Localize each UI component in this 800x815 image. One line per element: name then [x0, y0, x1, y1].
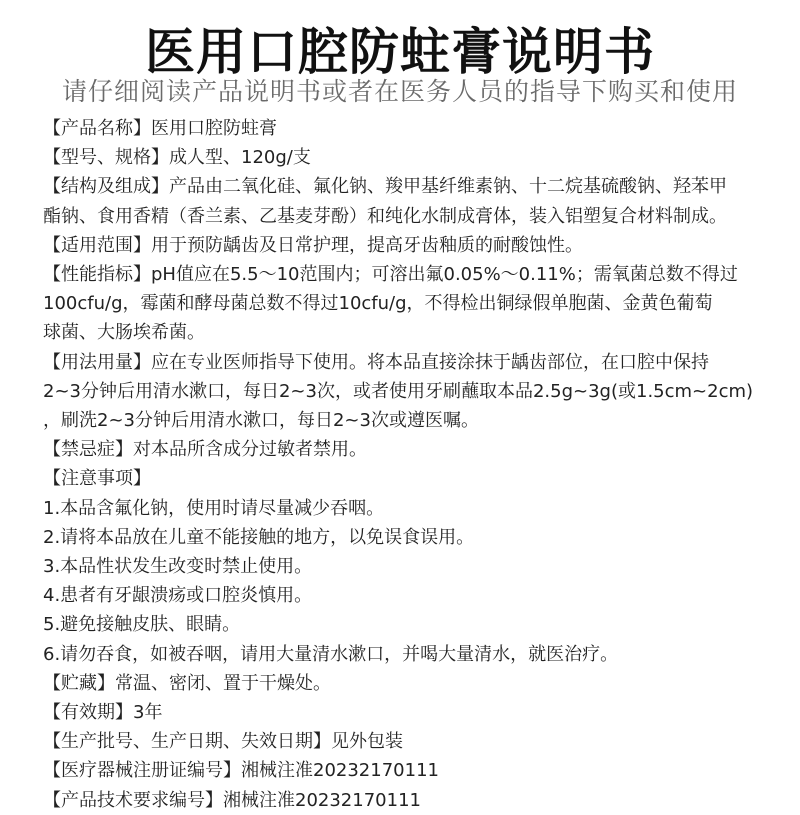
- text-line: 【有效期】3年: [43, 702, 163, 724]
- text-line: 1.本品含氟化钠，使用时请尽量减少吞咽。: [43, 497, 385, 519]
- text-line: 【适用范围】用于预防龋齿及日常护理，提高牙齿釉质的耐酸蚀性。: [43, 234, 583, 256]
- text-line: 【医疗器械注册证编号】湘械注准20232170111: [43, 760, 439, 782]
- text-line: 3.本品性状发生改变时禁止使用。: [43, 556, 313, 578]
- text-line: 【性能指标】pH值应在5.5～10范围内；可溶出氟0.05%～0.11%；需氧菌总数不得过: [43, 264, 738, 286]
- text-line: 【产品名称】医用口腔防蛀膏: [43, 118, 277, 139]
- text-line: 【禁忌症】对本品所含成分过敏者禁用。: [43, 439, 367, 461]
- text-line: 酯钠、食用香精（香兰素、乙基麦芽酚）和纯化水制成膏体，装入铝塑复合材料制成。: [43, 205, 727, 227]
- text-line: 100cfu/g，霉菌和酵母菌总数不得过10cfu/g，不得检出铜绿假单胞菌、金黄色葡萄: [43, 293, 713, 315]
- document-subtitle: 请仔细阅读产品说明书或者在医务人员的指导下购买和使用: [61, 77, 738, 106]
- text-line: 【生产批号、生产日期、失效日期】见外包装: [43, 731, 403, 753]
- text-line: 2~3分钟后用清水漱口，每日2~3次，或者使用牙刷蘸取本品2.5g~3g(或1.5cm~2cm): [43, 380, 754, 402]
- text-line: 【注意事项】: [43, 468, 151, 490]
- text-line: 4.患者有牙龈溃疡或口腔炎慎用。: [43, 585, 313, 607]
- text-line: 【贮藏】常温、密闭、置于干燥处。: [43, 672, 331, 694]
- document-body: [43, 114, 773, 815]
- text-line: 2.请将本品放在儿童不能接触的地方，以免误食误用。: [43, 526, 475, 548]
- text-line: 【用法用量】应在专业医师指导下使用。将本品直接涂抹于龋齿部位，在口腔中保持: [43, 351, 709, 373]
- text-line: ，刷洗2~3分钟后用清水漱口，每日2~3次或遵医嘱。: [43, 410, 479, 432]
- text-line: 6.请勿吞食，如被吞咽，请用大量清水漱口，并喝大量清水，就医治疗。: [43, 643, 619, 665]
- text-line: 【结构及组成】产品由二氧化硅、氟化钠、羧甲基纤维素钠、十二烷基硫酸钠、羟苯甲: [43, 176, 727, 198]
- text-line: 【产品技术要求编号】湘械注准20232170111: [43, 789, 421, 811]
- document-title: 医用口腔防蛀膏说明书: [145, 23, 655, 81]
- text-line: 球菌、大肠埃希菌。: [43, 322, 205, 344]
- text-line: 5.避免接触皮肤、眼睛。: [43, 614, 241, 636]
- text-line: 【型号、规格】成人型、120g/支: [43, 147, 311, 169]
